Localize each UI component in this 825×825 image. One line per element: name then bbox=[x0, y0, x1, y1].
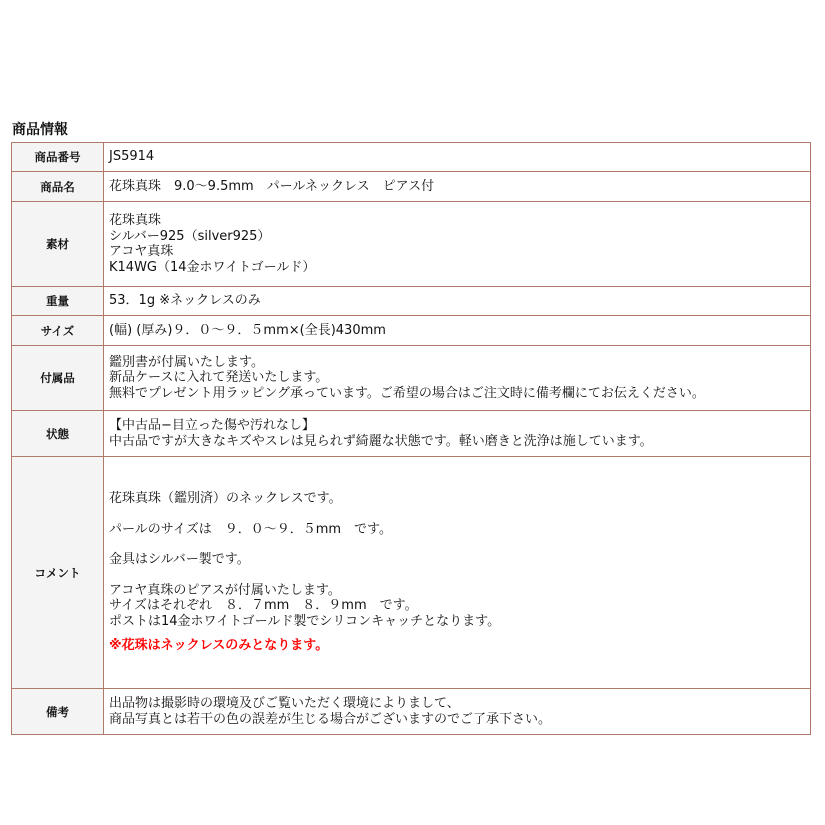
label-product-name: 商品名 bbox=[12, 172, 104, 202]
label-weight: 重量 bbox=[12, 287, 104, 316]
value-material bbox=[104, 202, 811, 287]
remarks-line: 出品物は撮影時の環境及びご覧いただく環境によりまして、 bbox=[109, 696, 460, 711]
comment-line: パールのサイズは ９．０〜９．５mm です。 bbox=[109, 521, 392, 537]
comment-spacer bbox=[109, 568, 810, 583]
accessories-line: 鑑別書が付属いたします。 bbox=[109, 354, 264, 370]
condition-line: 中古品ですが大きなキズやスレは見られず綺麗な状態です。軽い磨きと洗浄は施しています。 bbox=[109, 433, 653, 449]
label-product-number: 商品番号 bbox=[12, 143, 104, 172]
product-info-table bbox=[11, 142, 811, 735]
value-condition bbox=[104, 411, 811, 457]
value-product-name: 花珠真珠 9.0〜9.5mm パールネックレス ピアス付 bbox=[104, 172, 811, 202]
label-condition: 状態 bbox=[12, 411, 104, 457]
condition-line: 【中古品−目立った傷や汚れなし】 bbox=[109, 418, 315, 433]
row-weight bbox=[12, 287, 811, 316]
row-size bbox=[12, 316, 811, 346]
remarks-line: 商品写真とは若干の色の誤差が生じる場合がございますのでご了承下さい。 bbox=[109, 711, 552, 727]
value-size: (幅) (厚み)９．０〜９．５mm×(全長)430mm bbox=[104, 316, 811, 346]
comment-line: 金具はシルバー製です。 bbox=[109, 552, 250, 568]
comment-note-red: ※花珠はネックレスのみとなります。 bbox=[109, 638, 329, 654]
material-line: アコヤ真珠 bbox=[109, 244, 174, 259]
row-accessories bbox=[12, 346, 811, 411]
comment-line: ポストは14金ホワイトゴールド製でシリコンキャッチとなります。 bbox=[109, 613, 501, 629]
material-line: 花珠真珠 bbox=[109, 213, 162, 228]
label-accessories: 付属品 bbox=[12, 346, 104, 411]
row-remarks bbox=[12, 689, 811, 735]
accessories-line: 新品ケースに入れて発送いたします。 bbox=[109, 370, 329, 386]
label-material: 素材 bbox=[12, 202, 104, 287]
value-accessories bbox=[104, 346, 811, 411]
row-material bbox=[12, 202, 811, 287]
value-product-number: JS5914 bbox=[104, 143, 811, 172]
comment-spacer bbox=[109, 537, 810, 552]
material-line: K14WG（14金ホワイトゴールド） bbox=[109, 259, 316, 275]
label-remarks: 備考 bbox=[12, 689, 104, 735]
value-comment bbox=[104, 457, 811, 689]
accessories-line: 無料でプレゼント用ラッピング承っています。ご希望の場合はご注文時に備考欄にてお伝えください。 bbox=[109, 385, 705, 401]
label-size: サイズ bbox=[12, 316, 104, 346]
comment-spacer bbox=[109, 507, 810, 522]
comment-line: アコヤ真珠のピアスが付属いたします。 bbox=[109, 582, 341, 598]
row-condition bbox=[12, 411, 811, 457]
section-title: 商品情報 bbox=[12, 122, 68, 138]
comment-line: サイズはそれぞれ ８．７mm ８．９mm です。 bbox=[109, 598, 418, 614]
material-line: シルバー925（silver925） bbox=[109, 228, 271, 244]
comment-line: 花珠真珠（鑑別済）のネックレスです。 bbox=[109, 491, 342, 507]
label-comment: コメント bbox=[12, 457, 104, 689]
row-comment bbox=[12, 457, 811, 689]
value-remarks bbox=[104, 689, 811, 735]
row-product-number bbox=[12, 143, 811, 172]
row-product-name bbox=[12, 172, 811, 202]
value-weight: 53．1g ※ネックレスのみ bbox=[104, 287, 811, 316]
comment-spacer bbox=[109, 629, 810, 638]
